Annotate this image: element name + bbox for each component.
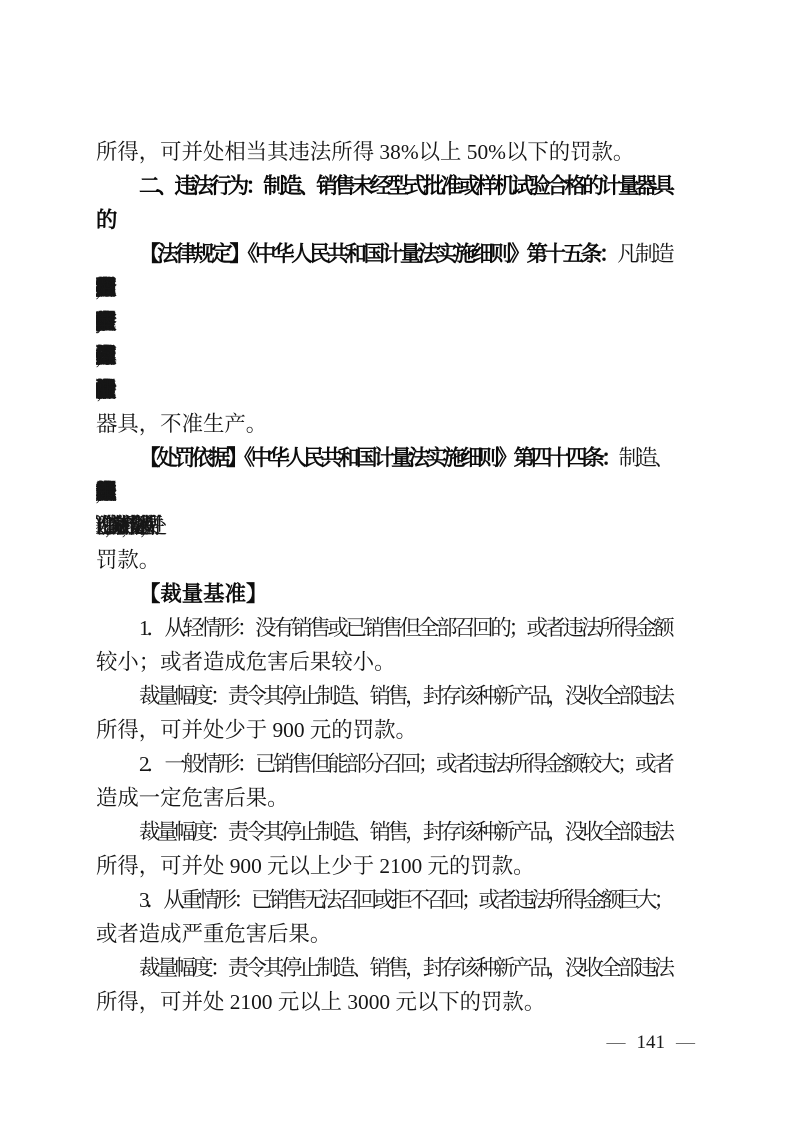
body-text-line (96, 305, 697, 339)
body-text-line (96, 781, 697, 815)
body-text: 凡制造 (617, 242, 653, 266)
body-text: 所得，可并处 2100 元以上 3000 元以下的罚款。 (96, 990, 546, 1014)
body-text-line (96, 849, 697, 883)
footer-right-dash: — (676, 1032, 695, 1053)
document-body (96, 135, 697, 1019)
body-text-line (96, 543, 697, 577)
body-text: 或者造成严重危害后果。 (96, 922, 332, 946)
list-item-line (96, 679, 697, 713)
body-text: 裁量幅度：责令其停止制造、销售，封存该种新产品，没收全部违法 (139, 820, 653, 844)
list-item-line (96, 815, 697, 849)
body-text: 所得，可并处相当其违法所得 38%以上 50%以下的罚款。 (96, 140, 635, 164)
body-text-line (96, 135, 697, 169)
body-text-line (96, 645, 697, 679)
body-text-line (96, 339, 697, 373)
body-text-line (96, 917, 697, 951)
list-item-line (96, 883, 697, 917)
body-text-line (96, 373, 697, 407)
body-text: 造成一定危害后果。 (96, 786, 289, 810)
body-text: 制造、 (618, 446, 653, 470)
list-item-line (96, 747, 697, 781)
body-text: 1．从轻情形：没有销售或已销售但全部召回的；或者违法所得金额 (139, 616, 653, 640)
footer-left-dash: — (606, 1032, 626, 1053)
body-text: 所得，可并处 900 元以上少于 2100 元的罚款。 (96, 854, 535, 878)
body-text: 3．从重情形：已销售无法召回或拒不召回；或者违法所得金额巨大； (139, 888, 653, 912)
body-text: 裁量幅度：责令其停止制造、销售，封存该种新产品，没收全部违法 (139, 956, 653, 980)
body-text: 2．一般情形：已销售但能部分召回；或者违法所得金额较大；或者 (139, 752, 653, 776)
list-item-line (96, 951, 697, 985)
body-text: 较小；或者造成危害后果较小。 (96, 650, 396, 674)
section-heading-line (96, 203, 697, 237)
discretion-heading-line (96, 577, 697, 611)
body-text-line (96, 407, 697, 441)
page-number: 141 (636, 1032, 665, 1053)
heading-text: 二、违法行为：制造、销售未经型式批准或样机试验合格的计量器具 (139, 174, 653, 198)
legal-basis-line (96, 237, 697, 271)
body-text-line (96, 713, 697, 747)
bold-label-text: 【处罚依据】《中华人民共和国计量法实施细则》第四十四条： (139, 446, 619, 470)
page-footer (0, 1031, 695, 1055)
bold-label-text: 【法律规定】《中华人民共和国计量法实施细则》第十五条： (139, 242, 618, 266)
body-text-line (96, 985, 697, 1019)
body-text-line (96, 475, 697, 509)
body-text-line (96, 271, 697, 305)
bold-label-text: 【裁量基准】 (139, 582, 268, 606)
section-heading-line (96, 169, 697, 203)
body-text: 所得，可并处少于 900 元的罚款。 (96, 718, 417, 742)
body-text: 罚款。 (96, 548, 161, 572)
body-text: 器具，不准生产。 (96, 412, 268, 436)
penalty-basis-line (96, 441, 697, 475)
heading-text: 的 (96, 208, 118, 232)
list-item-line (96, 611, 697, 645)
body-text: 裁量幅度：责令其停止制造、销售，封存该种新产品，没收全部违法 (139, 684, 653, 708)
body-text-line (96, 509, 697, 543)
